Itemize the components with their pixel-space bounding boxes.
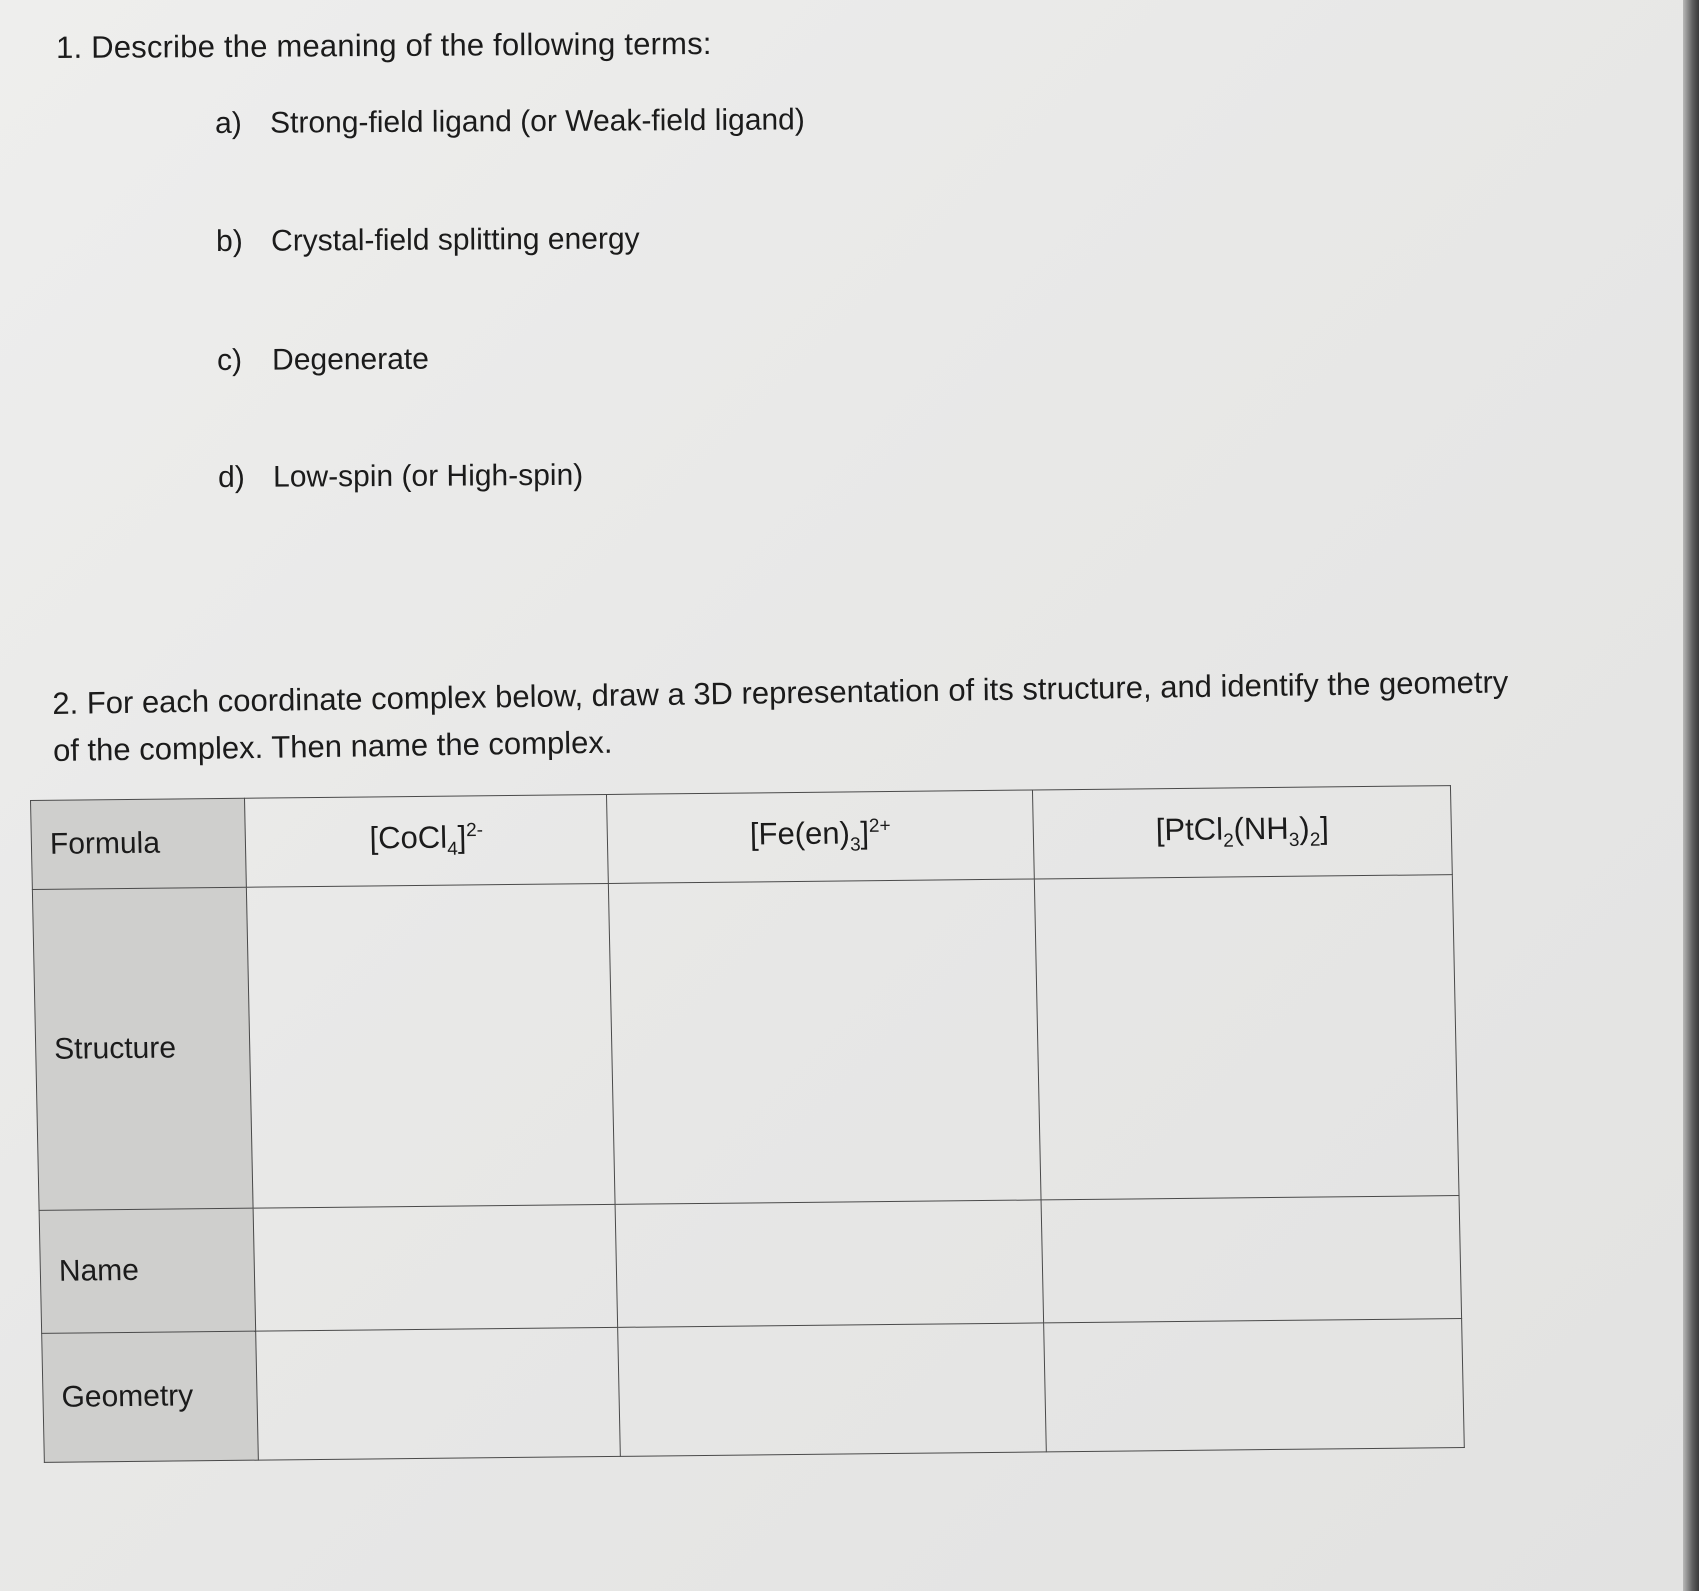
question-2-prompt — [52, 658, 1509, 774]
structure-cell-1[interactable] — [246, 883, 615, 1208]
formula-cell-fe-en3: $[Fe(en)_3]^{2+}$ — [606, 790, 1034, 883]
formula-cell-cocl4: [CoCl$_4$]$^{2-}$ — [244, 794, 608, 887]
item-text: Low-spin (or High-spin) — [272, 458, 584, 494]
question-2-line-1: 2. For each coordinate complex below, draw a 3D representation of its structure, and identify the geometry — [52, 664, 1509, 721]
table-row-name — [39, 1196, 1461, 1334]
name-cell-3[interactable] — [1041, 1196, 1462, 1323]
structure-cell-3[interactable] — [1034, 875, 1459, 1200]
item-text: Strong-field ligand (or Weak-field ligand) — [269, 103, 805, 140]
item-text: Crystal-field splitting energy — [270, 222, 640, 258]
name-cell-1[interactable] — [253, 1204, 618, 1331]
geometry-cell-1[interactable] — [256, 1327, 621, 1460]
table-row-geometry — [42, 1319, 1465, 1463]
item-letter: c) — [217, 343, 243, 377]
structure-cell-2[interactable] — [608, 879, 1041, 1204]
question-1-item-c — [217, 343, 429, 378]
question-1-item-d — [218, 459, 583, 495]
row-header-formula: Formula — [31, 798, 247, 889]
geometry-cell-3[interactable] — [1044, 1319, 1465, 1452]
question-2-line-2: of the complex. Then name the complex. — [52, 724, 613, 768]
item-letter: d) — [218, 460, 245, 494]
name-cell-2[interactable] — [615, 1200, 1044, 1327]
item-letter: b) — [216, 224, 243, 258]
question-1-item-a — [215, 103, 805, 141]
question-1-item-b — [216, 222, 640, 259]
formula-cell-ptcl2-nh3-2: $[PtCl_2(NH_3)_2]$ — [1032, 786, 1452, 879]
row-header-structure: Structure — [32, 887, 253, 1210]
row-header-name: Name — [39, 1208, 256, 1333]
item-letter: a) — [215, 106, 242, 140]
geometry-cell-2[interactable] — [618, 1323, 1047, 1456]
row-header-geometry: Geometry — [42, 1331, 259, 1462]
table-row-structure — [32, 875, 1459, 1211]
complex-table — [30, 785, 1464, 1463]
screen-bezel-edge — [1683, 0, 1699, 1591]
question-1-prompt: 1. Describe the meaning of the following terms: — [56, 25, 712, 65]
item-text: Degenerate — [271, 342, 429, 377]
table-row-formula — [31, 786, 1453, 890]
